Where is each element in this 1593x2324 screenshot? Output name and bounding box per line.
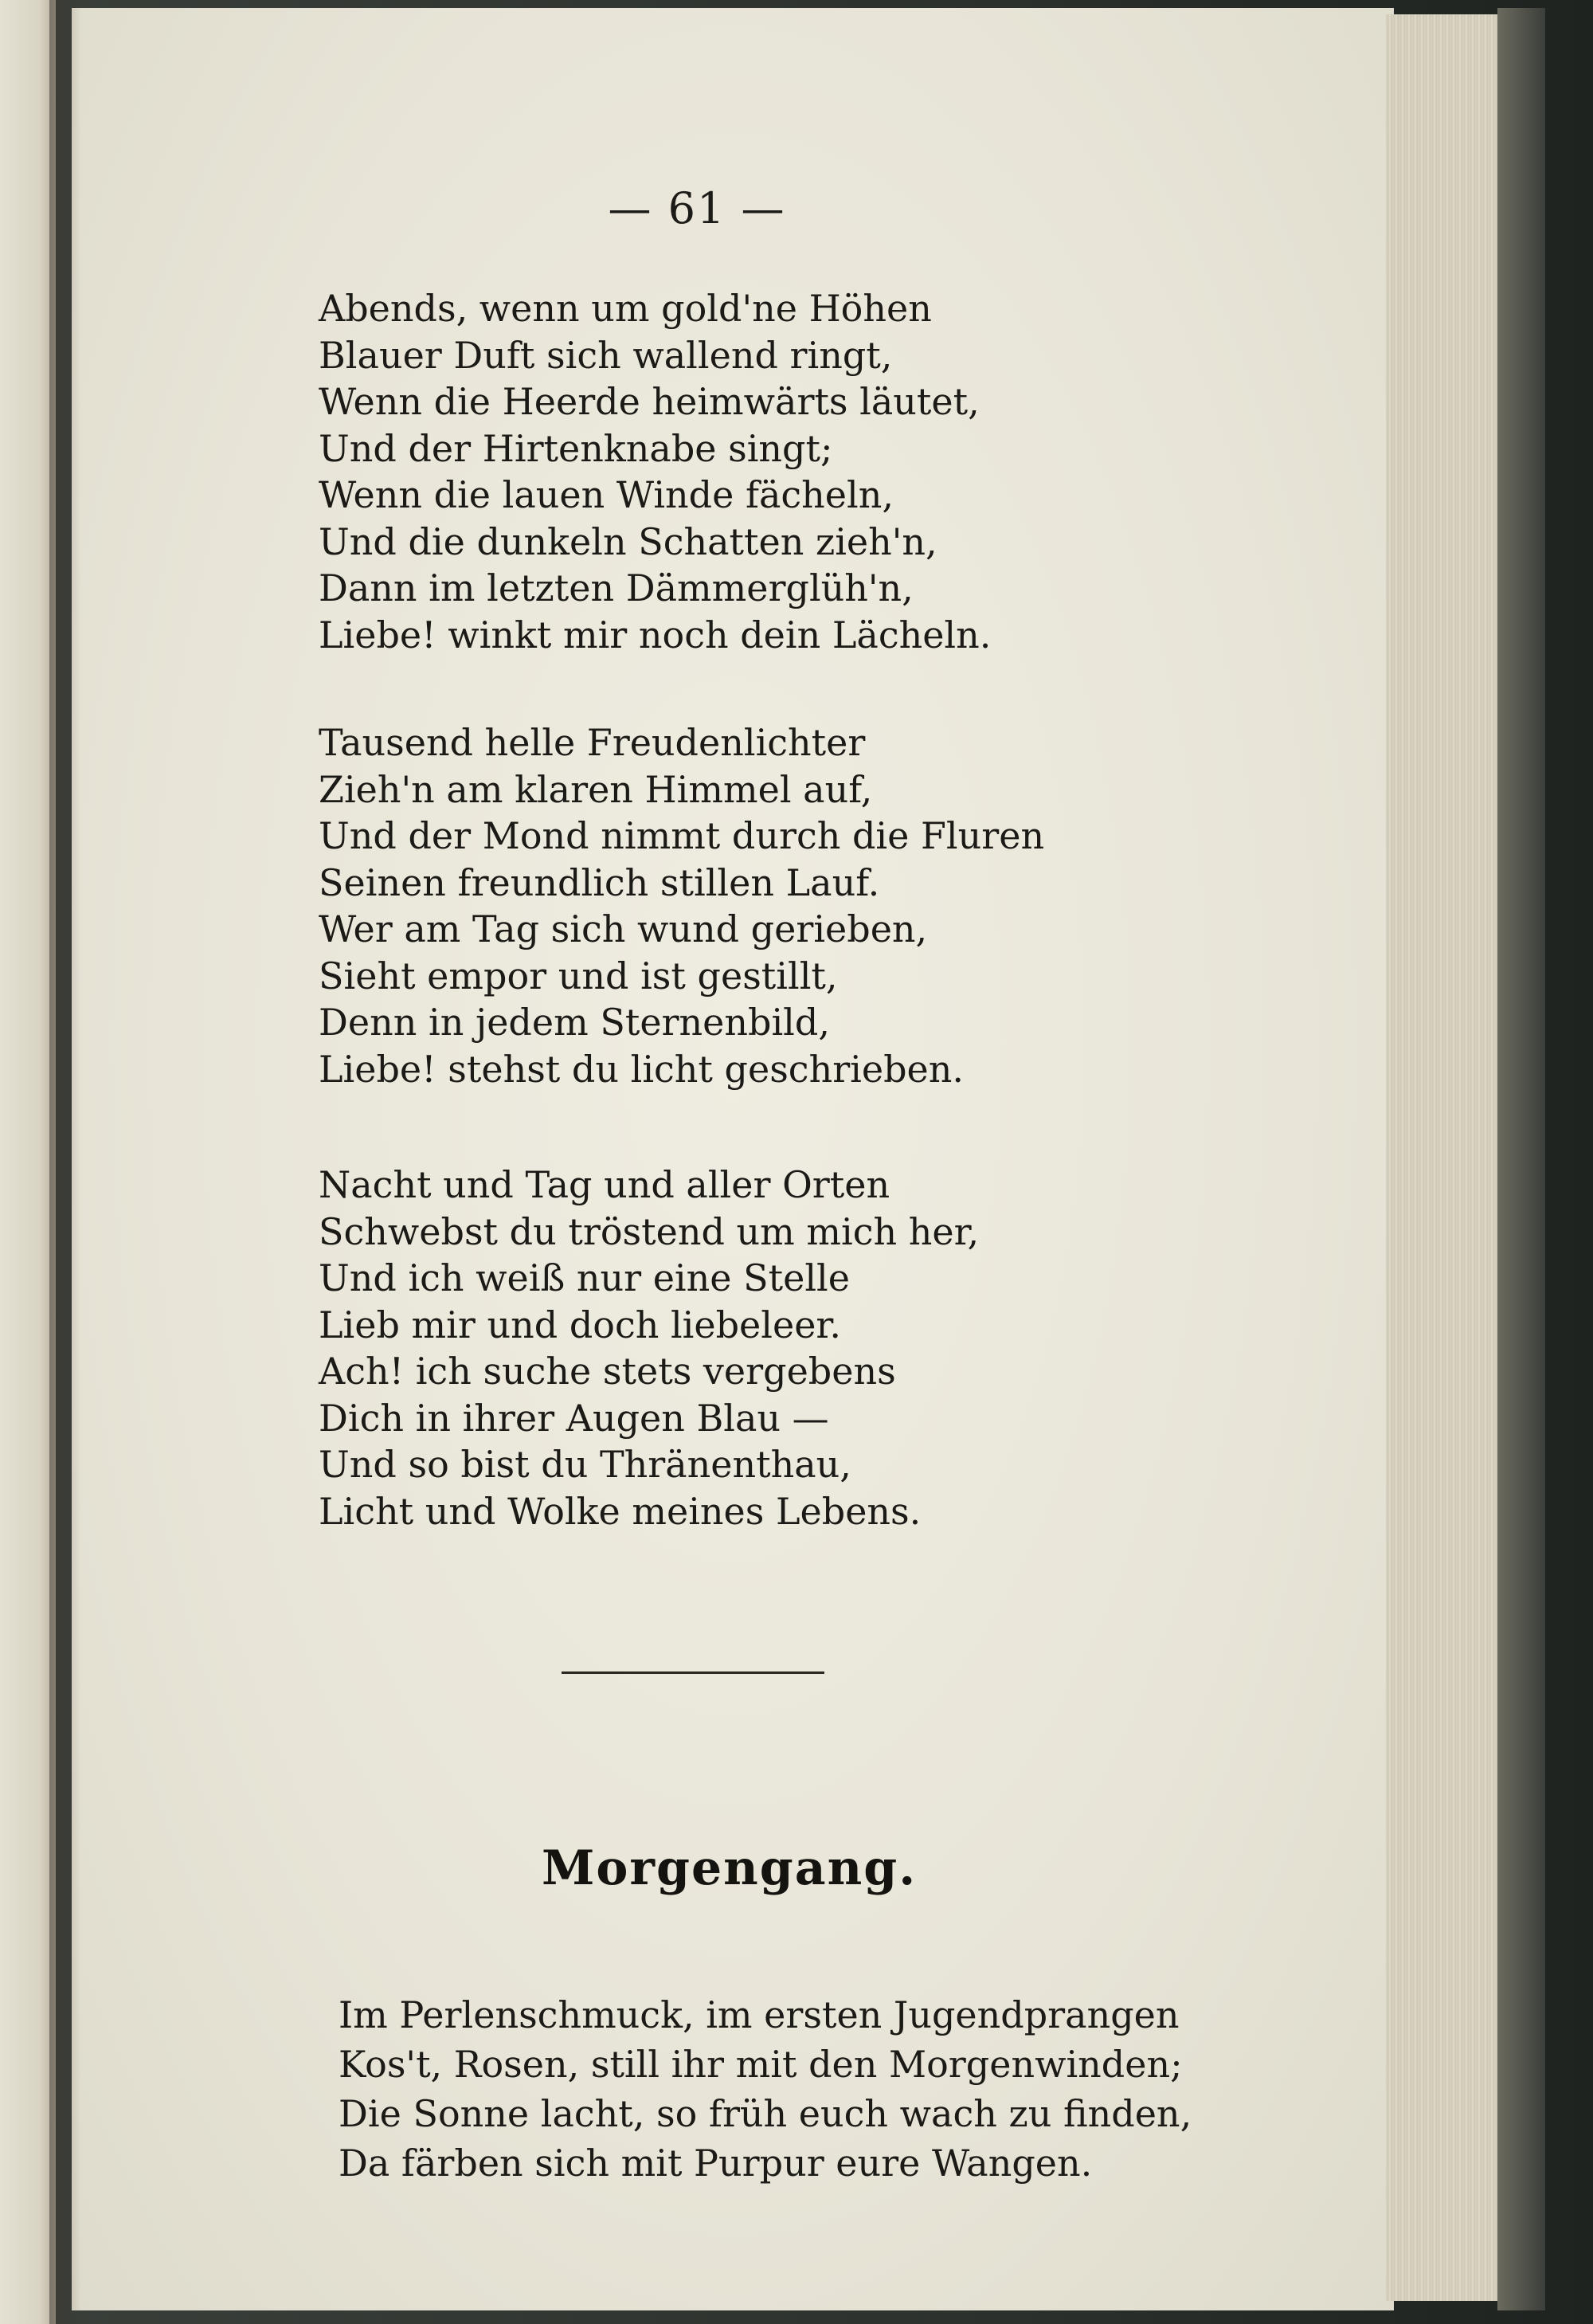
- verse-line: Lieb mir und doch liebeleer.: [319, 1303, 841, 1346]
- verse-line: Abends, wenn um gold'ne Höhen: [319, 287, 932, 330]
- verse-line: Licht und Wolke meines Lebens.: [319, 1489, 922, 1533]
- verse-line: Liebe! winkt mir noch dein Lächeln.: [319, 613, 992, 656]
- verse-line: Und die dunkeln Schatten zieh'n,: [319, 519, 937, 563]
- verse-line: Zieh'n am klaren Himmel auf,: [319, 767, 873, 811]
- verse-line: Und der Hirtenknabe singt;: [319, 426, 833, 470]
- stanza-3: [319, 1162, 979, 1534]
- verse-line: Denn in jedem Sternenbild,: [319, 1001, 830, 1044]
- stanza-1: [319, 285, 991, 658]
- verse-line: Und der Mond nimmt durch die Fluren: [319, 814, 1045, 857]
- stanza-morgengang: [339, 1990, 1192, 2188]
- section-divider: [562, 1671, 824, 1674]
- verse-line: Dich in ihrer Augen Blau —: [319, 1396, 829, 1440]
- verse-line: Da färben sich mit Purpur eure Wangen.: [339, 2142, 1093, 2185]
- verse-line: Sieht empor und ist gestillt,: [319, 954, 838, 997]
- verse-line: Und so bist du Thränenthau,: [319, 1443, 851, 1486]
- verse-line: Wenn die lauen Winde fächeln,: [319, 473, 894, 516]
- verse-line: Kos't, Rosen, still ihr mit den Morgenwinden;: [339, 2043, 1183, 2086]
- verse-line: Ach! ich suche stets vergebens: [319, 1350, 896, 1393]
- verse-line: Dann im letzten Dämmerglüh'n,: [319, 566, 914, 609]
- verse-line: Wer am Tag sich wund gerieben,: [319, 907, 928, 950]
- verse-line: Liebe! stehst du licht geschrieben.: [319, 1047, 965, 1091]
- verse-line: Tausend helle Freudenlichter: [319, 721, 866, 764]
- verse-line: Blauer Duft sich wallend ringt,: [319, 333, 893, 377]
- verse-line: Nacht und Tag und aller Orten: [319, 1163, 890, 1206]
- verse-line: Im Perlenschmuck, im ersten Jugendprangen: [339, 1993, 1180, 2036]
- verse-line: Wenn die Heerde heimwärts läutet,: [319, 380, 980, 423]
- poem-title: Morgengang.: [542, 1840, 918, 1896]
- verse-line: Die Sonne lacht, so früh euch wach zu finden,: [339, 2092, 1192, 2135]
- verse-line: Und ich weiß nur eine Stelle: [319, 1256, 850, 1299]
- page-number: — 61 —: [608, 183, 786, 233]
- stanza-2: [319, 719, 1044, 1092]
- verse-line: Schwebst du tröstend um mich her,: [319, 1209, 980, 1253]
- verse-line: Seinen freundlich stillen Lauf.: [319, 860, 880, 904]
